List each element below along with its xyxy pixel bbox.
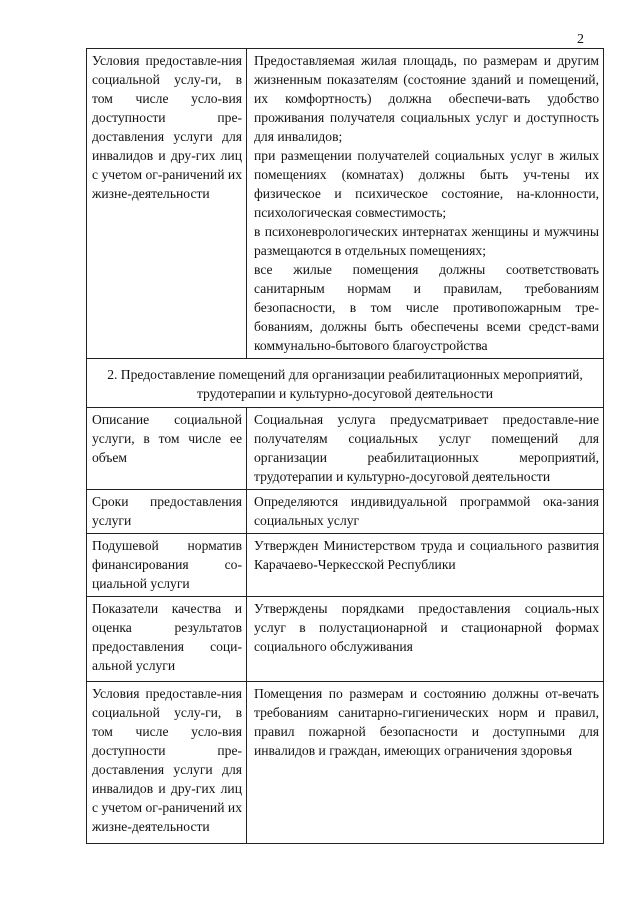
row-value-terms: Определяются индивидуальной программой ока-зания социальных услуг	[247, 490, 604, 534]
table-row	[87, 682, 604, 844]
row-value-description: Социальная услуга предусматривает предоставле-ние получателям социальных услуг помещений для организации реабилитационных мероприятий, трудотерапии и культурно-досуговой деятельности	[247, 408, 604, 490]
row-label-terms: Сроки предоставления услуги	[87, 490, 247, 534]
conditions-paragraph-1: Предоставляемая жилая площадь, по размерам и другим жизненным показателям (состояние зданий и помещений, их комфортность) должна обеспечи-вать удобство проживания получателя социальных услуг и доступность для инвалидов;	[254, 53, 599, 144]
table-row	[87, 408, 604, 490]
section-header-row	[87, 359, 604, 408]
conditions-paragraph-4: все жилые помещения должны соответствовать санитарным нормам и правилам, требованиям безопасности, в том числе противопожарным тре-бованиям, должны быть обеспечены всеми средст-вами коммунально-бытового благоустройства	[254, 262, 599, 353]
conditions-paragraph-3: в психоневрологических интернатах женщины и мужчины размещаются в отдельных помещениях;	[254, 224, 599, 258]
row-label-accessibility: Условия предоставле-ния социальной услу-ги, в том числе усло-вия доступности пре-доставления услуги для инвалидов и дру-гих лиц с учетом ог-раничений их жизне-деятельности	[87, 682, 247, 844]
service-conditions-table	[86, 48, 604, 844]
page-number: 2	[577, 32, 584, 47]
row-value-financing: Утвержден Министерством труда и социального развития Карачаево-Черкесской Республики	[247, 534, 604, 597]
conditions-paragraph-2: при размещении получателей социальных услуг в жилых помещениях (комнатах) должны быть уч-тены их физическое и психическое состояние, на-клонности, психологическая совместимость;	[254, 148, 599, 220]
row-label-financing: Подушевой норматив финансирования со-циальной услуги	[87, 534, 247, 597]
row-value-conditions	[247, 49, 604, 359]
row-label-description: Описание социальной услуги, в том числе ее объем	[87, 408, 247, 490]
section-2-title: 2. Предоставление помещений для организации реабилитационных мероприятий, трудотерапии и культурно-досуговой деятельности	[87, 359, 604, 408]
table-row	[87, 490, 604, 534]
row-value-quality: Утверждены порядками предоставления социаль-ных услуг в полустационарной и стационарной формах социального обслуживания	[247, 597, 604, 682]
table-row	[87, 597, 604, 682]
table-row	[87, 534, 604, 597]
row-label-quality: Показатели качества и оценка результатов предоставления соци-альной услуги	[87, 597, 247, 682]
table-row	[87, 49, 604, 359]
row-value-accessibility: Помещения по размерам и состоянию должны от-вечать требованиям санитарно-гигиенических норм и правил, правил пожарной безопасности и доступными для инвалидов и граждан, имеющих ограничения здоровья	[247, 682, 604, 844]
row-label-conditions: Условия предоставле-ния социальной услу-ги, в том числе усло-вия доступности пре-доставления услуги для инвалидов и дру-гих лиц с учетом ог-раничений их жизне-деятельности	[87, 49, 247, 359]
